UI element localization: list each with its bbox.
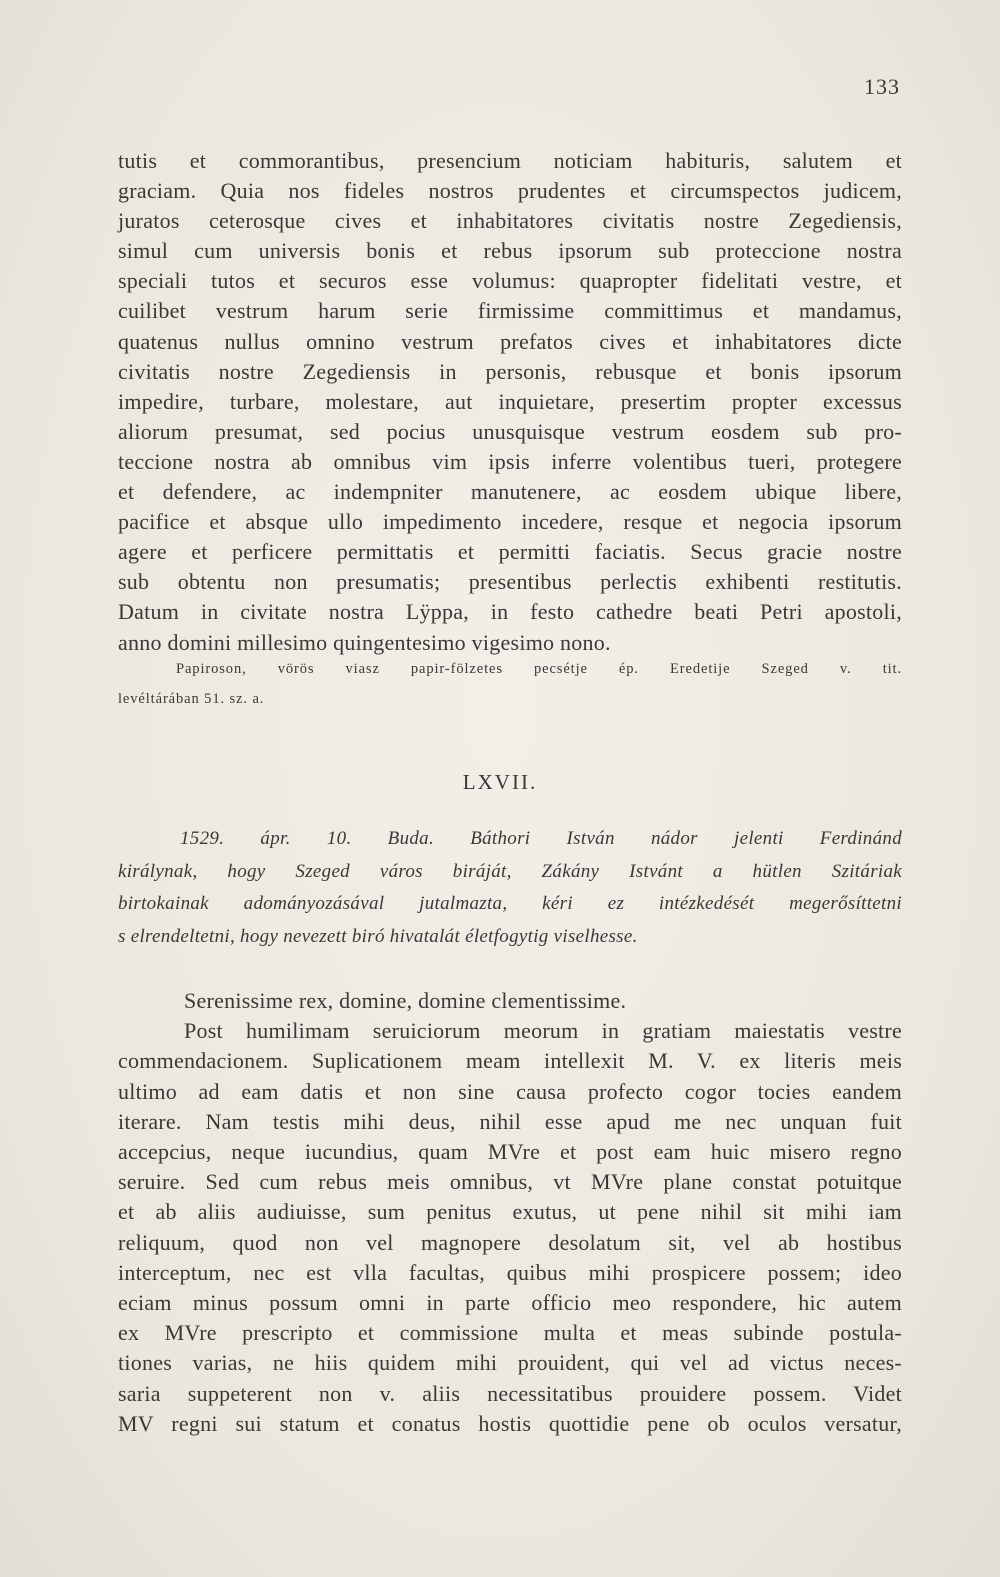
text-line: quatenus nullus omnino vestrum prefatos cives et inhabitatores dicte [118, 328, 902, 354]
letter-line: commendacionem. Suplicationem meam intellexit M. V. ex literis meis [118, 1048, 902, 1074]
note-line: levéltárában 51. sz. a. [118, 691, 265, 707]
text-line: teccione nostra ab omnibus vim ipsis inferre volentibus tueri, protegere [118, 448, 902, 474]
text-line: simul cum universis bonis et rebus ipsorum sub proteccione nostra [118, 238, 902, 264]
text-line: anno domini millesimo quingentesimo vigesimo nono. [118, 629, 611, 655]
letter-line: accepcius, neque iucundius, quam MVre et post eam huic misero regno [118, 1139, 902, 1165]
letter-line: ex MVre prescripto et commissione multa et meas subinde postula- [118, 1320, 902, 1346]
text-line: graciam. Quia nos fideles nostros prudentes et circumspectos judicem, [118, 178, 902, 204]
summary-line: 1529. ápr. 10. Buda. Báthori István nádor jelenti Ferdinánd [180, 828, 902, 849]
text-line: et defendere, ac indempniter manutenere, ac eosdem ubique libere, [118, 479, 902, 505]
text-line: cuilibet vestrum harum serie firmissime committimus et mandamus, [118, 298, 902, 324]
text-line: sub obtentu non presumatis; presentibus perlectis exhibenti restitutis. [118, 569, 902, 595]
letter-line: MV regni sui statum et conatus hostis quottidie pene ob oculos versatur, [118, 1410, 902, 1436]
letter-line: saria suppeterent non v. aliis necessitatibus prouidere possem. Videt [118, 1380, 902, 1406]
summary-line: királynak, hogy Szeged város biráját, Zákány Istvánt a hütlen Szitáriak [118, 860, 902, 882]
text-line: aliorum presumat, sed pocius unusquisque vestrum eosdem sub pro- [118, 418, 902, 444]
text-line: Datum in civitate nostra Lÿppa, in festo cathedre beati Petri apostoli, [118, 599, 902, 625]
text-line: impedire, turbare, molestare, aut inquietare, presertim propter excessus [118, 388, 902, 414]
note-line: Papiroson, vörös viasz papir-fölzetes pecsétje ép. Eredetije Szeged v. tit. [176, 661, 902, 677]
text-line: civitatis nostre Zegediensis in personis, rebusque et bonis ipsorum [118, 358, 902, 384]
letter-line: reliquum, quod non vel magnopere desolatum sit, vel ab hostibus [118, 1229, 902, 1255]
page-number: 133 [864, 74, 900, 99]
letter-line: tiones varias, ne hiis quidem mihi prouident, qui vel ad victus neces- [118, 1350, 902, 1376]
letter-line: Post humilimam seruiciorum meorum in gratiam maiestatis vestre [184, 1018, 902, 1044]
text-line: agere et perficere permittatis et permitti faciatis. Secus gracie nostre [118, 539, 902, 565]
document-summary [118, 823, 902, 953]
summary-line: birtokainak adományozásával jutalmazta, kéri ez intézkedését megerősíttetni [118, 893, 902, 914]
text-line: pacifice et absque ullo impedimento incedere, resque et negocia ipsorum [118, 509, 902, 535]
text-line: speciali tutos et securos esse volumus: quapropter fidelitati vestre, et [118, 268, 902, 294]
letter-line: ultimo ad eam datis et non sine causa profecto cogor tocies eandem [118, 1078, 902, 1104]
text-line: juratos ceterosque cives et inhabitatores civitatis nostre Zegediensis, [118, 208, 902, 234]
summary-line: s elrendeltetni, hogy nevezett biró hivatalát életfogytig viselhesse. [118, 925, 638, 947]
letter-line: interceptum, nec est vlla facultas, quibus mihi prospicere possem; ideo [118, 1259, 902, 1285]
document-number: LXVII. [462, 770, 538, 794]
letter-line: iterare. Nam testis mihi deus, nihil esse apud me nec unquan fuit [118, 1108, 902, 1134]
salutation: Serenissime rex, domine, domine clementissime. [184, 988, 627, 1013]
letter-line: seruire. Sed cum rebus meis omnibus, vt MVre plane constat potuitque [118, 1169, 902, 1195]
main-text [118, 146, 902, 658]
letter-line: et ab aliis audiuisse, sum penitus exutus, ut pene nihil sit mihi iam [118, 1199, 902, 1225]
letter-line: eciam minus possum omni in parte officio meo respondere, hic autem [118, 1290, 902, 1316]
source-note [118, 654, 902, 714]
letter-body [118, 986, 902, 1439]
text-line: tutis et commorantibus, presencium noticiam habituris, salutem et [118, 148, 902, 173]
